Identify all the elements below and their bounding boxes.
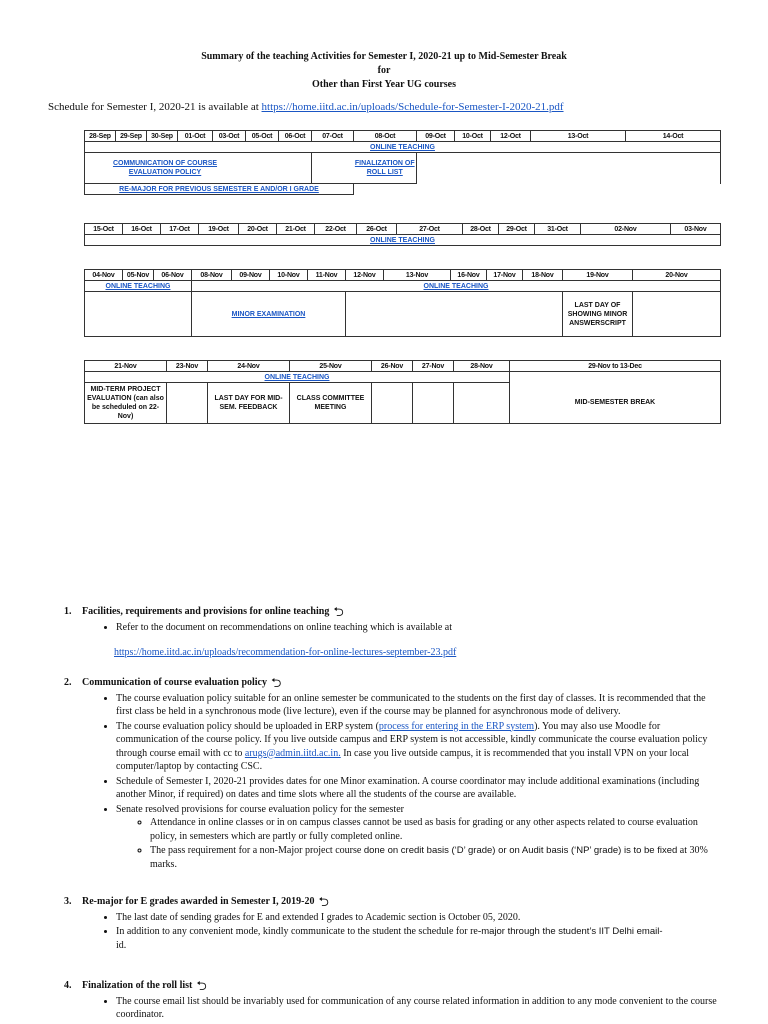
date-row — [85, 361, 721, 372]
date-cell: 11-Nov — [308, 270, 346, 281]
date-cell: 28-Oct — [463, 224, 499, 235]
list-item: • The course email list should be invariably used for communication of any course related information in addition to any mode convenient to the course coordinator. — [116, 995, 724, 1022]
class-committee-cell: CLASS COMMITTEE MEETING — [290, 383, 372, 424]
doc-title-line1: Summary of the teaching Activities for Semester I, 2020-21 up to Mid-Semester Break — [201, 51, 567, 62]
date-cell: 29-Sep — [116, 131, 147, 142]
section-heading: 4. Finalization of the roll list ⮌ — [64, 977, 207, 993]
date-cell: 10-Nov — [270, 270, 308, 281]
date-cell: 20-Nov — [633, 270, 721, 281]
list-item: • The last date of sending grades for E and extended I grades to Academic section is October 05, 2020. — [116, 911, 724, 925]
date-cell: 09-Oct — [417, 131, 455, 142]
list-item: ◦ The pass requirement for a non-Major project course done on credit basis (‘D’ grade) or on Audit basis (‘NP’ grade) is to be fixed at 30% marks. — [150, 844, 724, 871]
date-cell: 16-Oct — [123, 224, 161, 235]
calendar-table-4 — [84, 360, 721, 424]
return-arrow-icon[interactable]: ⮌ — [196, 977, 207, 993]
date-cell: 29-Oct — [499, 224, 535, 235]
list-item: • Schedule of Semester I, 2020-21 provides dates for one Minor examination. A course coordinator may include additional examinations (including another Minor, if required) on dates and time slots where all the students of the course are available. — [116, 775, 724, 802]
date-cell: 10-Oct — [455, 131, 491, 142]
date-cell: 05-Oct — [246, 131, 279, 142]
list-item: ◦ Attendance in online classes or in on campus classes cannot be used as basis for grading or any other aspects related to course evaluation policy, in semesters which are partly or fully completed online. — [150, 816, 724, 843]
erp-process-link[interactable]: process for entering in the ERP system — [378, 720, 535, 732]
date-cell: 13-Nov — [384, 270, 451, 281]
online-teaching-label: ONLINE TEACHING — [85, 372, 510, 383]
online-teaching-label: ONLINE TEACHING — [85, 281, 192, 292]
date-cell: 19-Nov — [563, 270, 633, 281]
date-cell: 08-Oct — [354, 131, 417, 142]
date-cell: 20-Oct — [239, 224, 277, 235]
date-row — [85, 131, 721, 142]
date-cell: 03-Nov — [671, 224, 721, 235]
online-teaching-label: ONLINE TEACHING — [85, 142, 721, 153]
re-major-cell: RE-MAJOR FOR PREVIOUS SEMESTER E AND/OR I GRADE — [85, 184, 354, 195]
section-roll-list — [64, 979, 724, 1023]
section-heading: 3. Re-major for E grades awarded in Semester I, 2019-20 ⮌ — [64, 893, 329, 909]
date-cell: 30-Sep — [147, 131, 178, 142]
date-cell: 07-Oct — [312, 131, 354, 142]
date-cell: 05-Nov — [123, 270, 154, 281]
date-cell: 12-Nov — [346, 270, 384, 281]
finalization-roll-list-cell: FINALIZATION OF ROLL LIST — [354, 153, 417, 184]
date-cell: 06-Nov — [154, 270, 192, 281]
date-cell: 28-Sep — [85, 131, 116, 142]
date-cell: 03-Oct — [213, 131, 246, 142]
section-re-major — [64, 895, 724, 953]
section-heading: 2. Communication of course evaluation policy ⮌ — [64, 674, 282, 690]
date-cell: 14-Oct — [626, 131, 721, 142]
date-cell: 18-Nov — [523, 270, 563, 281]
online-teaching-recommendation-link[interactable]: https://home.iitd.ac.in/uploads/recommendation-for-online-lectures-september-23.pdf — [114, 647, 457, 658]
calendar-table-3 — [84, 269, 721, 337]
date-cell: 29-Nov to 13-Dec — [510, 361, 721, 372]
minor-examination-cell: MINOR EXAMINATION — [192, 292, 346, 337]
communication-policy-cell: COMMUNICATION OF COURSE EVALUATION POLICY — [85, 153, 312, 184]
list-item: • The course evaluation policy suitable for an online semester be communicated to the students on the first day of classes. It is recommended that the first class be held in a synchronous mode (live lecture), even if the course may be planned for asynchronous mode of delivery. — [116, 692, 724, 719]
date-cell: 26-Nov — [372, 361, 413, 372]
mid-semester-break-cell: MID-SEMESTER BREAK — [510, 383, 721, 424]
mid-term-evaluation-cell: MID-TERM PROJECT EVALUATION (can also be scheduled on 22-Nov) — [85, 383, 167, 424]
schedule-line: Schedule for Semester I, 2020-21 is available at https://home.iitd.ac.in/uploads/Schedule-for-Semester-I-2020-21.pdf — [48, 101, 564, 113]
date-cell: 15-Oct — [85, 224, 123, 235]
date-cell: 16-Nov — [451, 270, 487, 281]
date-cell: 02-Nov — [581, 224, 671, 235]
date-cell: 26-Oct — [357, 224, 397, 235]
date-cell: 21-Oct — [277, 224, 315, 235]
section-evaluation-policy — [64, 676, 724, 872]
online-teaching-label: ONLINE TEACHING — [192, 281, 721, 292]
date-cell: 17-Nov — [487, 270, 523, 281]
date-cell: 22-Oct — [315, 224, 357, 235]
date-cell: 31-Oct — [535, 224, 581, 235]
list-item: • The course evaluation policy should be uploaded in ERP system (process for entering in the ERP system). You may also use Moodle for communication of the course policy. If you live outside campus and ERP system is not accessible, kindly communicate the course evaluation policy through course email with cc to arugs@admin.iitd.ac.in. In case you live outside campus, it is recommended that you install VPN on your local computer/laptop by contacting CSC. — [116, 720, 724, 774]
return-arrow-icon[interactable]: ⮌ — [271, 674, 282, 690]
list-item: • In addition to any convenient mode, kindly communicate to the student the schedule for re-major through the student’s IIT Delhi email- id. — [116, 925, 724, 952]
date-cell: 24-Nov — [208, 361, 290, 372]
date-cell: 25-Nov — [290, 361, 372, 372]
date-cell: 09-Nov — [232, 270, 270, 281]
calendar-table-1 — [84, 130, 721, 195]
last-day-answerscript-cell: LAST DAY OF SHOWING MINOR ANSWERSCRIPT — [563, 292, 633, 337]
date-cell: 08-Nov — [192, 270, 232, 281]
date-cell: 19-Oct — [199, 224, 239, 235]
online-teaching-label: ONLINE TEACHING — [85, 235, 721, 246]
doc-title-line2: for — [377, 65, 391, 76]
list-item: • Refer to the document on recommendations on online teaching which is available at — [116, 621, 724, 635]
date-cell: 13-Oct — [531, 131, 626, 142]
date-cell: 01-Oct — [178, 131, 213, 142]
date-cell: 28-Nov — [454, 361, 510, 372]
date-cell: 06-Oct — [279, 131, 312, 142]
date-cell: 21-Nov — [85, 361, 167, 372]
date-cell: 17-Oct — [161, 224, 199, 235]
date-cell: 27-Oct — [397, 224, 463, 235]
calendar-table-2 — [84, 223, 721, 246]
date-cell: 04-Nov — [85, 270, 123, 281]
mid-sem-feedback-cell: LAST DAY FOR MID-SEM. FEEDBACK — [208, 383, 290, 424]
return-arrow-icon[interactable]: ⮌ — [318, 893, 329, 909]
return-arrow-icon[interactable]: ⮌ — [333, 603, 344, 619]
date-cell: 23-Nov — [167, 361, 208, 372]
section-online-teaching — [64, 605, 724, 660]
doc-title-line3: Other than First Year UG courses — [312, 79, 456, 90]
section-heading: 1. Facilities, requirements and provisions for online teaching ⮌ — [64, 603, 344, 619]
schedule-link[interactable]: https://home.iitd.ac.in/uploads/Schedule-for-Semester-I-2020-21.pdf — [261, 101, 564, 113]
date-cell: 12-Oct — [491, 131, 531, 142]
list-item: • Senate resolved provisions for course evaluation policy for the semester ◦ Attendance in online classes or in on campus classes cannot be used as basis for grading or any other aspects related to course evaluation policy, in semesters which are partly or fully completed online. ◦ The pass requirement for a non-Major project course done on credit basis (‘D’ grade) or on Audit basis (‘NP’ grade) is to be fixed at 30% marks. — [116, 803, 724, 872]
date-row — [85, 224, 721, 235]
arugs-email-link[interactable]: arugs@admin.iitd.ac.in. — [244, 747, 341, 759]
date-cell: 27-Nov — [413, 361, 454, 372]
date-row — [85, 270, 721, 281]
